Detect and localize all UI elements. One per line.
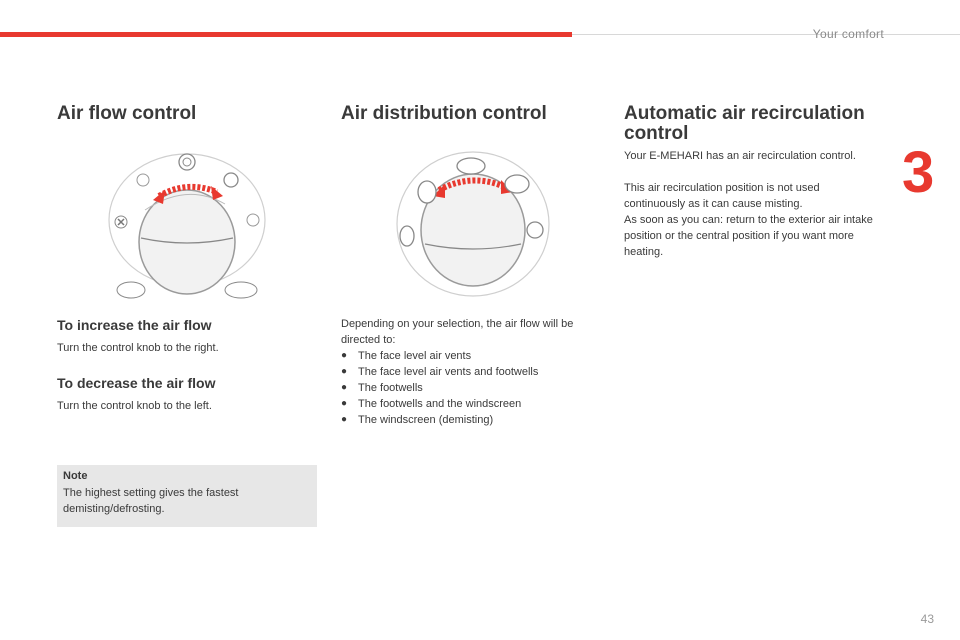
note-title: Note bbox=[63, 470, 88, 482]
recirculation-paragraph-1: Your E-MEHARI has an air recirculation control. bbox=[624, 150, 856, 162]
note-box bbox=[57, 465, 317, 527]
decrease-text: Turn the control knob to the left. bbox=[57, 400, 212, 412]
increase-title: To increase the air flow bbox=[57, 317, 212, 333]
distribution-list bbox=[341, 348, 538, 428]
note-text: The highest setting gives the fastest demisting/defrosting. bbox=[63, 487, 239, 515]
list-item: ● The footwells and the windscreen bbox=[341, 396, 538, 412]
recirculation-paragraph-2: This air recirculation position is not used continuously as it can cause misting. bbox=[624, 182, 820, 210]
section-label: Your comfort bbox=[812, 27, 884, 41]
distribution-knob-illustration bbox=[393, 150, 553, 300]
increase-text: Turn the control knob to the right. bbox=[57, 342, 219, 354]
recirculation-title: Automatic air recirculation control bbox=[624, 103, 865, 144]
list-item: ● The windscreen (demisting) bbox=[341, 412, 538, 428]
distribution-title: Air distribution control bbox=[341, 103, 547, 124]
list-item: ● The face level air vents and footwells bbox=[341, 364, 538, 380]
chapter-number: 3 bbox=[902, 140, 935, 205]
header-divider bbox=[572, 34, 960, 35]
page-number: 43 bbox=[920, 612, 934, 626]
list-item: ● The footwells bbox=[341, 380, 538, 396]
airflow-title: Air flow control bbox=[57, 103, 197, 124]
distribution-intro: Depending on your selection, the air flow will be directed to: bbox=[341, 318, 574, 346]
decrease-title: To decrease the air flow bbox=[57, 375, 216, 391]
header-red-bar bbox=[0, 32, 572, 37]
fan-knob-illustration bbox=[107, 152, 267, 300]
list-item: ● The face level air vents bbox=[341, 348, 538, 364]
recirculation-paragraph-3: As soon as you can: return to the exterior air intake position or the central position if you want more heating. bbox=[624, 214, 873, 258]
